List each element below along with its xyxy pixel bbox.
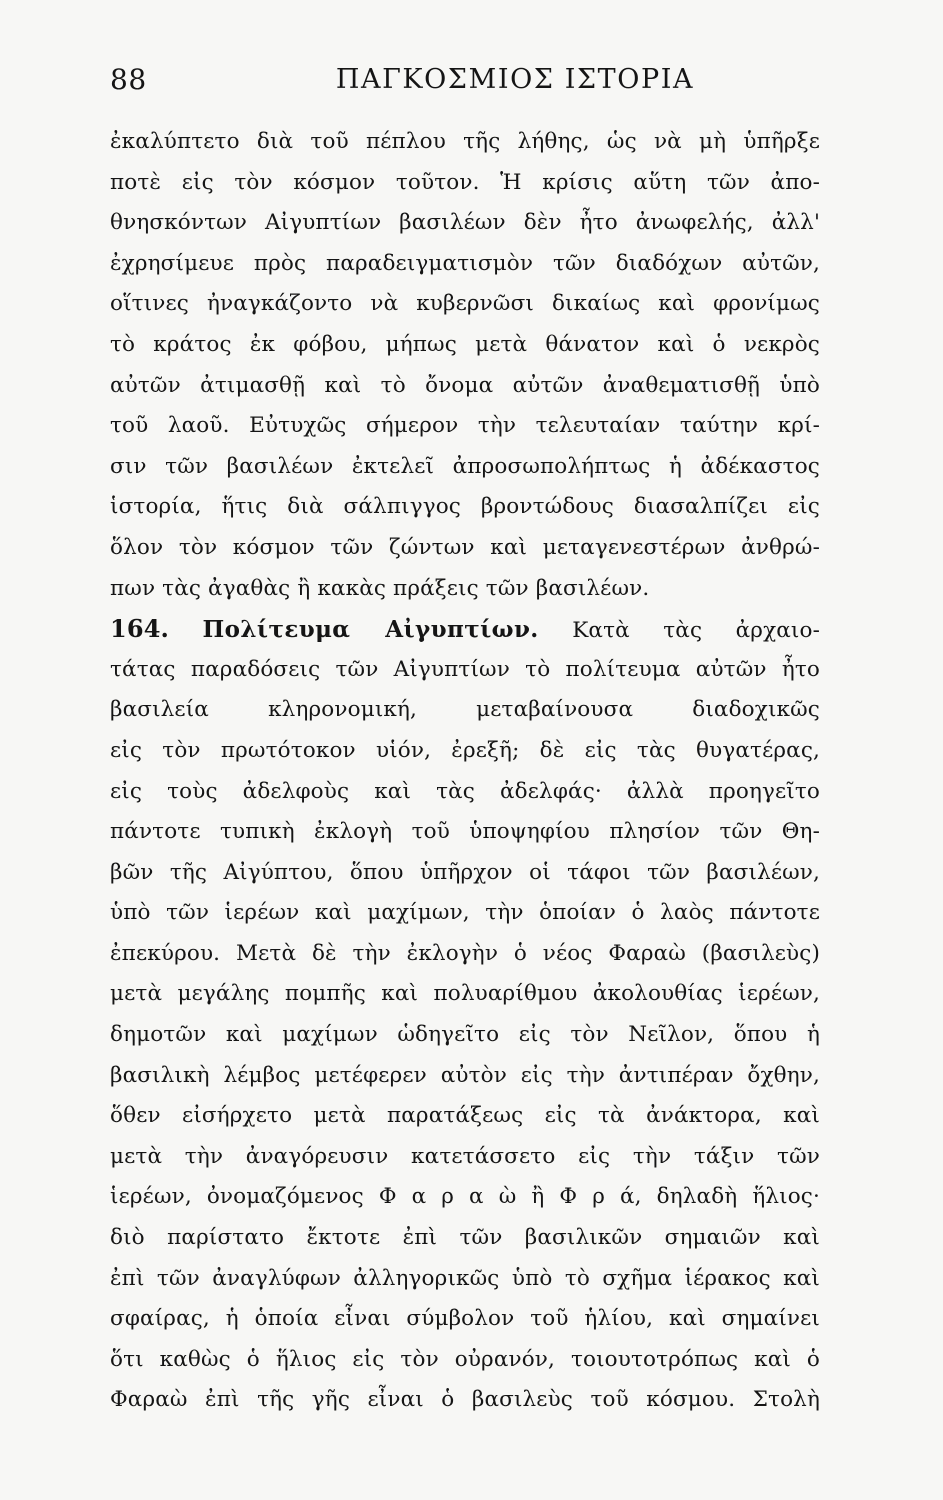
text-line: εἰς τὸν πρωτότοκον υἱόν, ἐρεξῆ; δὲ εἰς τὰς θυγατέρας, <box>110 737 820 763</box>
text-line: Φαραὼ ἐπὶ τῆς γῆς εἶναι ὁ βασιλεὺς τοῦ κόσμου. Στολὴ <box>110 1387 820 1413</box>
text-line: ὅθεν εἰσήρχετο μετὰ παρατάξεως εἰς τὰ ἀνάκτορα, καὶ <box>110 1103 820 1129</box>
body-text <box>110 122 820 1421</box>
text-line: ποτὲ εἰς τὸν κόσμον τοῦτον. Ἡ κρίσις αὕτη τῶν ἀπο- <box>110 169 820 195</box>
text-line: ἐκαλύπτετο διὰ τοῦ πέπλου τῆς λήθης, ὡς νὰ μὴ ὑπῆρξε <box>110 129 820 154</box>
text-line: ὑπὸ τῶν ἱερέων καὶ μαχίμων, τὴν ὁποίαν ὁ λαὸς πάντοτε <box>110 900 820 926</box>
text-line: μετὰ μεγάλης πομπῆς καὶ πολυαρίθμου ἀκολουθίας ἱερέων, <box>110 981 820 1007</box>
text-line: θνησκόντων Αἰγυπτίων βασιλέων δὲν ἦτο ἀνωφελής, ἀλλ' <box>110 210 820 236</box>
text-line: πάντοτε τυπικὴ ἐκλογὴ τοῦ ὑποψηφίου πλησίον τῶν Θη- <box>110 819 820 845</box>
section-first-line-text: Κατὰ τὰς ἀρχαιο- <box>572 618 820 644</box>
text-line: ὅτι καθὼς ὁ ἥλιος εἰς τὸν οὐρανόν, τοιουτοτρόπως καὶ ὁ <box>110 1346 820 1372</box>
text-line: αὐτῶν ἀτιμασθῇ καὶ τὸ ὄνομα αὐτῶν ἀναθεματισθῇ ὑπὸ <box>110 372 820 398</box>
text-line: ἱερέων, ὀνομαζόμενος Φ α ρ α ὼ ἢ Φ ρ ά, δηλαδὴ ἥλιος· <box>110 1184 820 1210</box>
text-line: εἰς τοὺς ἀδελφοὺς καὶ τὰς ἀδελφάς· ἀλλὰ προηγεῖτο <box>110 778 820 804</box>
text-line: μετὰ τὴν ἀναγόρευσιν κατετάσσετο εἰς τὴν τάξιν τῶν <box>110 1143 820 1169</box>
text-line: τοῦ λαοῦ. Εὐτυχῶς σήμερον τὴν τελευταίαν ταύτην κρί- <box>110 413 820 439</box>
section-number: 164. <box>110 614 170 644</box>
page-number: 88 <box>110 63 147 96</box>
running-head <box>110 60 820 102</box>
text-line: ἱστορία, ἥτις διὰ σάλπιγγος βροντώδους διασαλπίζει εἰς <box>110 494 820 520</box>
text-line: βῶν τῆς Αἰγύπτου, ὅπου ὑπῆρχον οἱ τάφοι τῶν βασιλέων, <box>110 859 820 885</box>
text-line: ἐπὶ τῶν ἀναγλύφων ἀλληγορικῶς ὑπὸ τὸ σχῆμα ἱέρακος καὶ <box>110 1265 820 1291</box>
text-line: τάτας παραδόσεις τῶν Αἰγυπτίων τὸ πολίτευμα αὐτῶν ἦτο <box>110 656 820 682</box>
text-line: ὅλον τὸν κόσμον τῶν ζώντων καὶ μεταγενεστέρων ἀνθρώ- <box>110 534 820 560</box>
text-line: ἐχρησίμευε πρὸς παραδειγματισμὸν τῶν διαδόχων αὐτῶν, <box>110 250 820 276</box>
text-line: τὸ κράτος ἐκ φόβου, μήπως μετὰ θάνατον καὶ ὁ νεκρὸς <box>110 331 820 357</box>
text-line: ἐπεκύρου. Μετὰ δὲ τὴν ἐκλογὴν ὁ νέος Φαραὼ (βασιλεὺς) <box>110 940 820 966</box>
section-heading-line <box>110 609 820 650</box>
text-line: βασιλεία κληρονομική, μεταβαίνουσα διαδοχικῶς <box>110 697 820 723</box>
text-line: πων τὰς ἀγαθὰς ἢ κακὰς πράξεις τῶν βασιλέων. <box>110 575 650 601</box>
section-heading: Πολίτευμα Αἰγυπτίων. <box>202 616 539 644</box>
text-line: οἵτινες ἠναγκάζοντο νὰ κυβερνῶσι δικαίως καὶ φρονίμως <box>110 291 820 317</box>
text-line: διὸ παρίστατο ἔκτοτε ἐπὶ τῶν βασιλικῶν σημαιῶν καὶ <box>110 1225 820 1251</box>
text-line: σφαίρας, ἡ ὁποία εἶναι σύμβολον τοῦ ἡλίου, καὶ σημαίνει <box>110 1306 820 1332</box>
text-line: σιν τῶν βασιλέων ἐκτελεῖ ἀπροσωπολήπτως ἡ ἀδέκαστος <box>110 453 820 479</box>
text-line: δημοτῶν καὶ μαχίμων ὡδηγεῖτο εἰς τὸν Νεῖλον, ὅπου ἡ <box>110 1022 820 1048</box>
text-line: βασιλικὴ λέμβος μετέφερεν αὐτὸν εἰς τὴν ἀντιπέραν ὄχθην, <box>110 1062 820 1088</box>
book-title: ΠΑΓΚΟΣΜΙΟΣ ΙΣΤΟΡΙΑ <box>335 64 695 95</box>
